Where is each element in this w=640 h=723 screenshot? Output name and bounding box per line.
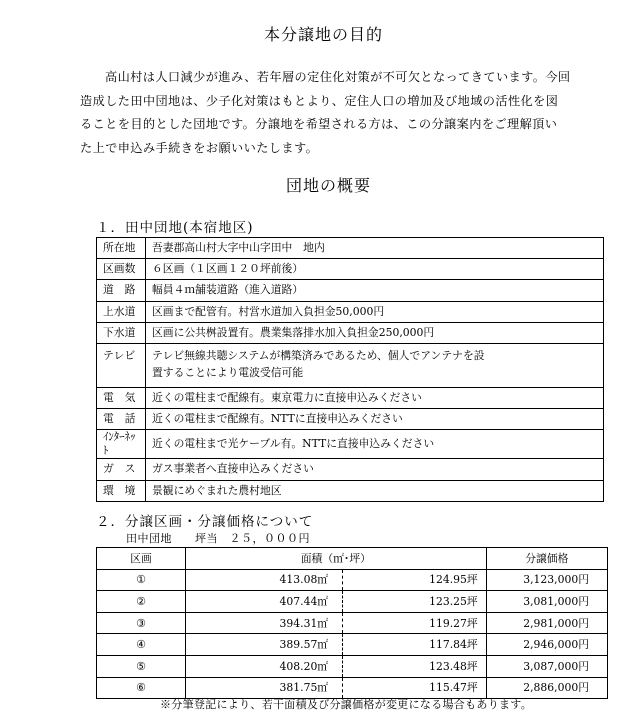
lot-cell: ② xyxy=(97,591,186,613)
lot-cell: ③ xyxy=(97,612,186,634)
price-header-row xyxy=(97,548,608,570)
area-tsubo-cell: 119.27坪 xyxy=(343,612,487,634)
outline-value: 区画に公共桝設置有。農業集落排水加入負担金250,000円 xyxy=(146,322,604,343)
outline-key: 電 気 xyxy=(97,387,146,408)
lot-cell: ⑤ xyxy=(97,655,186,677)
outline-key: ガ ス xyxy=(97,459,146,480)
area-tsubo-cell: 124.95坪 xyxy=(343,569,487,591)
outline-row xyxy=(97,430,604,459)
outline-value: 区画まで配管有。村営水道加入負担金50,000円 xyxy=(146,301,604,322)
area-tsubo-cell: 115.47坪 xyxy=(343,677,487,699)
outline-row xyxy=(97,409,604,430)
section1-heading: １．田中団地(本宿地区) xyxy=(96,220,254,236)
area-tsubo-cell: 123.48坪 xyxy=(343,655,487,677)
price-row xyxy=(97,569,608,591)
outline-value: 近くの電柱まで光ケーブル有。NTTに直接申込みください xyxy=(146,430,604,459)
price-cell: 2,946,000円 xyxy=(486,634,607,656)
price-row xyxy=(97,612,608,634)
outline-row xyxy=(97,387,604,408)
outline-value: 吾妻郡高山村大字中山字田中 地内 xyxy=(146,238,604,259)
outline-row xyxy=(97,459,604,480)
outline-row xyxy=(97,322,604,343)
outline-value: ６区画（１区画１２０坪前後） xyxy=(146,259,604,280)
header-lot: 区画 xyxy=(97,548,186,570)
outline-value-line: 置することにより電波受信可能 xyxy=(152,365,304,379)
outline-key: ｲﾝﾀｰﾈｯﾄ xyxy=(97,430,146,459)
outline-key: 道 路 xyxy=(97,280,146,301)
area-tsubo-cell: 123.25坪 xyxy=(343,591,487,613)
outline-key: 区画数 xyxy=(97,259,146,280)
outline-row xyxy=(97,259,604,280)
area-sqm-cell: 407.44㎡ xyxy=(186,591,343,613)
price-cell: 2,886,000円 xyxy=(486,677,607,699)
outline-key: テレビ xyxy=(97,343,146,387)
area-sqm-cell: 413.08㎡ xyxy=(186,569,343,591)
lot-cell: ④ xyxy=(97,634,186,656)
outline-row xyxy=(97,343,604,387)
section2-heading: ２．分譲区画・分譲価格について xyxy=(96,514,314,530)
price-row xyxy=(97,634,608,656)
area-tsubo-cell: 117.84坪 xyxy=(343,634,487,656)
outline-row xyxy=(97,301,604,322)
outline-key: 上水道 xyxy=(97,301,146,322)
footnote: ※分筆登記により、若干面積及び分譲価格が変更になる場合もあります。 xyxy=(160,698,533,711)
page-title: 本分譲地の目的 xyxy=(264,25,384,44)
outline-key: 環 境 xyxy=(97,480,146,501)
outline-value: 景観にめぐまれた農村地区 xyxy=(146,480,604,501)
outline-key: 所在地 xyxy=(97,238,146,259)
purpose-line: ることを目的とした団地です。分譲地を希望される方は、この分譲案内をご理解頂い xyxy=(80,117,558,131)
price-cell: 3,123,000円 xyxy=(486,569,607,591)
outline-row xyxy=(97,480,604,501)
outline-table xyxy=(96,237,604,502)
outline-key: 下水道 xyxy=(97,322,146,343)
overview-title: 団地の概要 xyxy=(286,176,372,195)
outline-value-line: テレビ無線共聴システムが構築済みであるため、個人でアンテナを設 xyxy=(152,348,485,362)
lot-cell: ⑥ xyxy=(97,677,186,699)
price-table xyxy=(96,547,608,699)
outline-row xyxy=(97,238,604,259)
purpose-paragraph xyxy=(80,66,600,160)
area-sqm-cell: 408.20㎡ xyxy=(186,655,343,677)
header-area: 面積（㎡･坪） xyxy=(186,548,487,570)
area-sqm-cell: 389.57㎡ xyxy=(186,634,343,656)
outline-value: ガス事業者へ直接申込みください xyxy=(146,459,604,480)
outline-key: 電 話 xyxy=(97,409,146,430)
area-sqm-cell: 381.75㎡ xyxy=(186,677,343,699)
outline-value: 近くの電柱まで配線有。東京電力に直接申込みください xyxy=(146,387,604,408)
price-row xyxy=(97,591,608,613)
price-row xyxy=(97,655,608,677)
purpose-line: 高山村は人口減少が進み、若年層の定住化対策が不可欠となってきています。今回 xyxy=(105,70,571,84)
area-sqm-cell: 394.31㎡ xyxy=(186,612,343,634)
header-price: 分譲価格 xyxy=(486,548,607,570)
price-cell: 2,981,000円 xyxy=(486,612,607,634)
outline-value xyxy=(146,343,604,387)
lot-cell: ① xyxy=(97,569,186,591)
price-cell: 3,081,000円 xyxy=(486,591,607,613)
purpose-line: た上で申込み手続きをお願いいたします。 xyxy=(80,140,319,155)
price-cell: 3,087,000円 xyxy=(486,655,607,677)
outline-row xyxy=(97,280,604,301)
purpose-line: 造成した田中団地は、少子化対策はもとより、定住人口の増加及び地域の活性化を図 xyxy=(80,93,559,108)
outline-value: 近くの電柱まで配線有。NTTに直接申込みください xyxy=(146,409,604,430)
unit-price-label: 田中団地 坪当 ２５，０００円 xyxy=(126,532,310,545)
outline-value: 幅員４ｍ舗装道路（進入道路） xyxy=(146,280,604,301)
